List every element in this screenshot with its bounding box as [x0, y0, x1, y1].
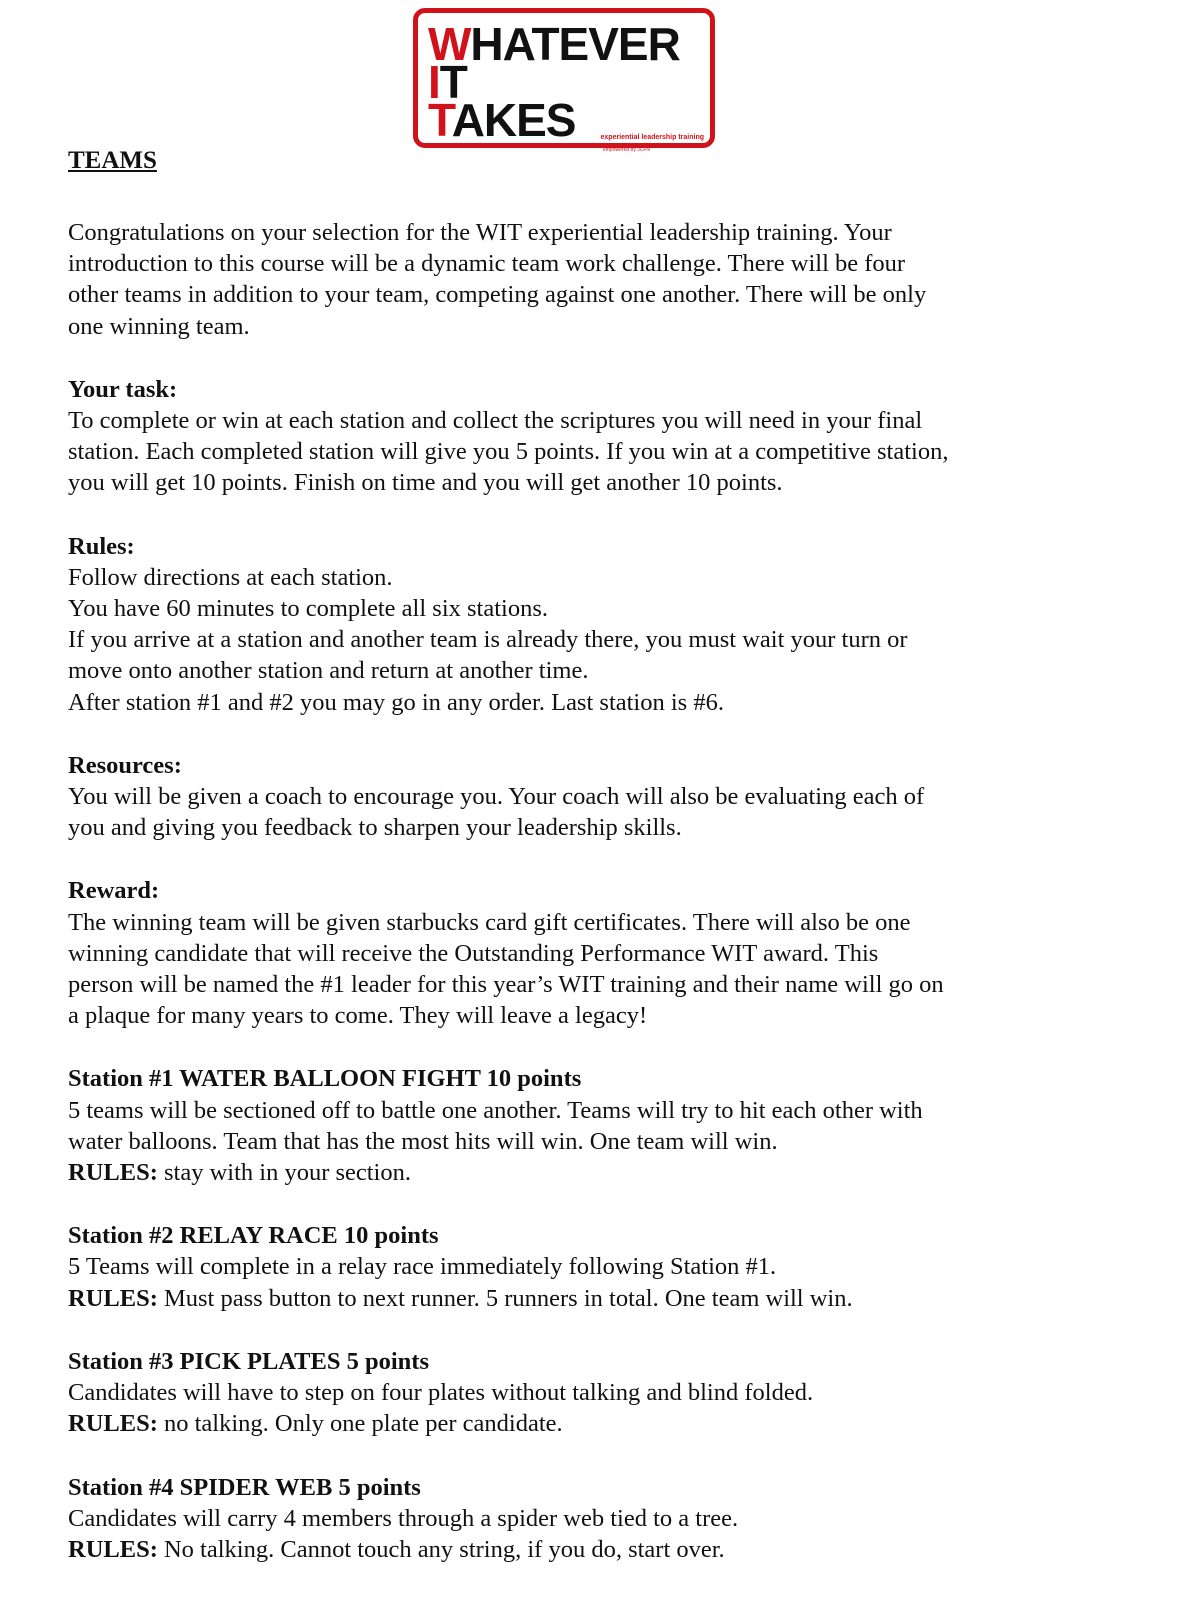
logo-text-hatever: HATEVER — [470, 18, 680, 70]
rules-line: After station #1 and #2 you may go in any order. Last station is #6. — [68, 688, 724, 716]
task-section — [68, 374, 1108, 499]
resources-line: You will be given a coach to encourage you. Your coach will also be evaluating each of — [68, 783, 925, 811]
station-rules-text: Must pass button to next runner. 5 runners in total. One team will win. — [157, 1284, 853, 1312]
resources-line: you and giving you feedback to sharpen your leadership skills. — [68, 814, 682, 842]
intro-line: other teams in addition to your team, competing against one another. There will be only — [68, 281, 927, 309]
intro-section — [68, 217, 1108, 342]
reward-line: winning candidate that will receive the Outstanding Performance WIT award. This — [68, 939, 879, 967]
logo-subline: empowered by JCFN — [603, 147, 650, 153]
task-title: Your task: — [68, 375, 178, 403]
rules-line: If you arrive at a station and another team is already there, you must wait your turn or — [68, 626, 908, 654]
logo-text-akes: AKES — [451, 94, 576, 146]
station-title: Station #3 PICK PLATES 5 points — [68, 1347, 429, 1375]
logo-letter-i: I — [428, 56, 440, 108]
task-line: To complete or win at each station and collect the scriptures you will need in your final — [68, 407, 923, 435]
logo-letter-w: W — [428, 18, 471, 70]
station-rules-text: No talking. Cannot touch any string, if you do, start over. — [157, 1535, 725, 1563]
station-rules-text: no talking. Only one plate per candidate. — [157, 1410, 563, 1438]
reward-title: Reward: — [68, 877, 160, 905]
station-title: Station #1 WATER BALLOON FIGHT 10 points — [68, 1065, 582, 1093]
reward-line: The winning team will be given starbucks card gift certificates. There will also be one — [68, 908, 911, 936]
station-line: 5 Teams will complete in a relay race immediately following Station #1. — [68, 1253, 777, 1281]
station-title: Station #4 SPIDER WEB 5 points — [68, 1473, 421, 1501]
intro-line: one winning team. — [68, 312, 250, 340]
task-line: you will get 10 points. Finish on time and you will get another 10 points. — [68, 469, 783, 497]
reward-line: a plaque for many years to come. They will leave a legacy! — [68, 1002, 648, 1030]
resources-title: Resources: — [68, 751, 182, 779]
logo-tagline: experiential leadership training — [600, 134, 704, 141]
station-rules — [68, 1534, 1108, 1565]
reward-section — [68, 875, 1108, 1031]
document-content — [68, 145, 1108, 1597]
wit-logo — [413, 8, 715, 153]
page-title: TEAMS — [68, 147, 157, 174]
station-4-section — [68, 1472, 1108, 1566]
station-rules — [68, 1283, 1108, 1314]
rules-line: Follow directions at each station. — [68, 563, 393, 591]
resources-section — [68, 750, 1108, 844]
logo-line-takes — [428, 94, 576, 146]
intro-line: Congratulations on your selection for the WIT experiential leadership training. Your — [68, 219, 892, 246]
station-rules-text: stay with in your section. — [157, 1159, 411, 1187]
station-rules-label: RULES: — [68, 1159, 158, 1187]
station-rules-label: RULES: — [68, 1410, 158, 1438]
station-rules — [68, 1408, 1108, 1439]
intro-line: introduction to this course will be a dynamic team work challenge. There will be four — [68, 250, 906, 278]
station-line: 5 teams will be sectioned off to battle one another. Teams will try to hit each other with — [68, 1096, 923, 1124]
station-rules-label: RULES: — [68, 1535, 158, 1563]
task-line: station. Each completed station will give you 5 points. If you win at a competitive station, — [68, 438, 949, 466]
rules-line: You have 60 minutes to complete all six stations. — [68, 595, 548, 623]
station-title: Station #2 RELAY RACE 10 points — [68, 1222, 439, 1250]
rules-line: move onto another station and return at another time. — [68, 657, 589, 685]
station-line: Candidates will carry 4 members through a spider web tied to a tree. — [68, 1504, 739, 1532]
station-line: water balloons. Team that has the most hits will win. One team will win. — [68, 1127, 778, 1155]
station-3-section — [68, 1346, 1108, 1440]
station-line: Candidates will have to step on four plates without talking and blind folded. — [68, 1379, 814, 1407]
logo-letter-t: T — [428, 94, 452, 146]
logo-text-t: T — [439, 56, 467, 108]
station-rules-label: RULES: — [68, 1284, 158, 1312]
rules-title: Rules: — [68, 532, 135, 560]
rules-section — [68, 531, 1108, 718]
station-1-section — [68, 1063, 1108, 1188]
reward-line: person will be named the #1 leader for this year’s WIT training and their name will go on — [68, 971, 944, 999]
station-2-section — [68, 1220, 1108, 1314]
station-rules — [68, 1157, 1108, 1188]
